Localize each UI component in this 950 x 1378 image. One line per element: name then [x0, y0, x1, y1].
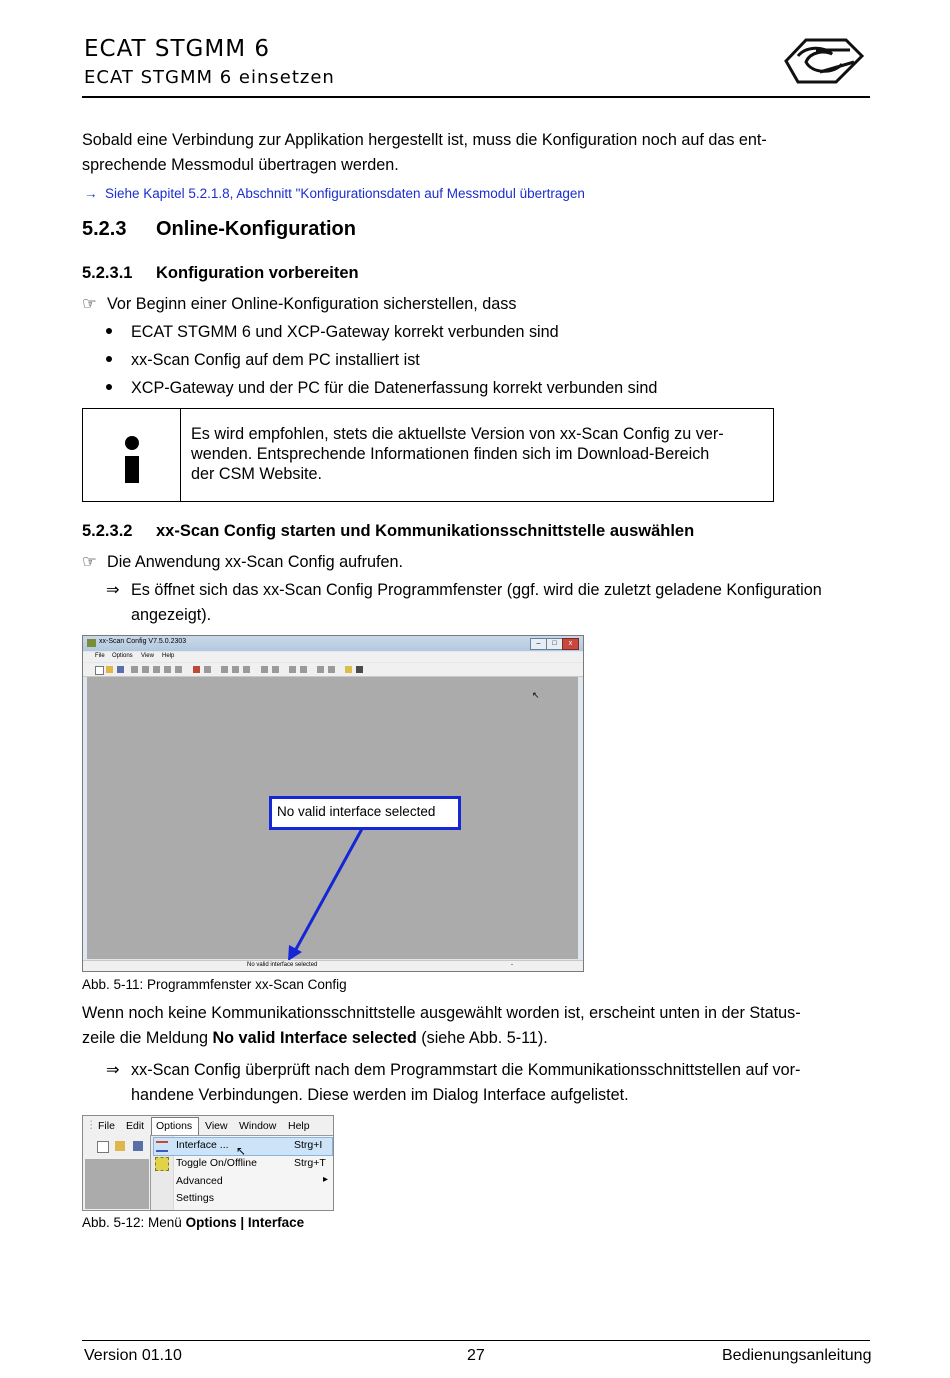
section-heading-5-2-3 [82, 218, 356, 241]
result-arrow-icon: ⇒ [106, 581, 120, 599]
mouse-cursor-icon: ↖ [532, 690, 540, 700]
intro-line-2: sprechende Messmodul übertragen werden. [82, 156, 399, 174]
result-line-1: Es öffnet sich das xx-Scan Config Programmfenster (ggf. wird die zuletzt geladene Konfiguration [131, 581, 822, 599]
mouse-cursor-icon: ↖ [236, 1144, 247, 1158]
csm-logo [776, 34, 868, 88]
info-icon [125, 436, 139, 450]
menu-options[interactable]: Options [112, 653, 133, 659]
list-item [106, 348, 420, 373]
info-text-line: wenden. Entsprechende Informationen finden sich im Download-Bereich [191, 445, 710, 463]
status-text: No valid interface selected [247, 962, 318, 968]
footer-doc-type: Bedienungsanleitung [722, 1347, 872, 1364]
instruction-text: Vor Beginn einer Online-Konfiguration sicherstellen, dass [107, 295, 517, 313]
menu-window[interactable]: Window [239, 1120, 277, 1132]
footer-version: Version 01.10 [84, 1347, 182, 1364]
status-separator: - [511, 962, 513, 968]
menu-file[interactable]: File [95, 653, 105, 659]
list-item-text: ECAT STGMM 6 und XCP-Gateway korrekt verbunden sind [131, 323, 559, 341]
menu-options-open[interactable] [151, 1117, 199, 1136]
info-box-divider [180, 409, 181, 501]
info-text [191, 424, 763, 484]
header-rule [82, 96, 870, 98]
document-title: ECAT STGMM 6 [84, 36, 271, 62]
status-message-ref: No valid Interface selected [212, 1029, 417, 1047]
menu-view[interactable]: View [205, 1120, 228, 1132]
instruction-line [82, 550, 404, 575]
chapter-link[interactable] [84, 186, 585, 201]
toggle-online-icon [155, 1157, 169, 1171]
link-arrow: → [84, 186, 98, 201]
figure-caption-5-11: Abb. 5-11: Programmfenster xx-Scan Config [82, 977, 347, 992]
menu-help[interactable]: Help [288, 1120, 310, 1132]
result-line-1: xx-Scan Config überprüft nach dem Programmstart die Kommunikationsschnittstellen auf vor- [131, 1061, 801, 1079]
section-title: Online-Konfiguration [156, 218, 356, 240]
new-icon[interactable] [97, 1141, 109, 1153]
page-number: 27 [467, 1347, 485, 1364]
minimize-icon[interactable]: – [530, 638, 547, 650]
footer-rule [82, 1340, 870, 1341]
instruction-text: Die Anwendung xx-Scan Config aufrufen. [107, 553, 404, 571]
intro-line-1: Sobald eine Verbindung zur Applikation hergestellt ist, muss die Konfiguration noch auf das ent- [82, 131, 767, 149]
section-heading-5-2-3-2 [82, 522, 694, 541]
menu-file[interactable]: File [98, 1120, 115, 1132]
para-line-1: Wenn noch keine Kommunikationsschnittstelle ausgewählt worden ist, erscheint unten in der Status- [82, 1004, 801, 1022]
open-icon[interactable] [115, 1141, 125, 1151]
list-item-text: xx-Scan Config auf dem PC installiert ist [131, 351, 420, 369]
info-text-line: Es wird empfohlen, stets die aktuellste Version von xx-Scan Config zu ver- [191, 425, 724, 443]
menu-grip-icon: ⋮ [86, 1119, 97, 1131]
menu-view[interactable]: View [141, 653, 154, 659]
options-dropdown [150, 1135, 334, 1211]
shortcut-label: Strg+T [294, 1157, 326, 1169]
info-icon-bar [125, 456, 139, 483]
bullet-icon [106, 356, 112, 362]
hand-pointer-icon: ☞ [82, 553, 97, 571]
info-text-line: der CSM Website. [191, 465, 323, 483]
list-item [106, 376, 658, 401]
result-line-2: angezeigt). [131, 606, 212, 624]
section-number: 5.2.3 [82, 218, 127, 240]
result-line-2: handene Verbindungen. Diese werden im Dialog Interface aufgelistet. [131, 1086, 629, 1104]
window-title: xx-Scan Config V7.5.0.2303 [99, 638, 187, 645]
list-item-text: XCP-Gateway und der PC für die Datenerfassung korrekt verbunden sind [131, 379, 658, 397]
section-heading-5-2-3-1 [82, 264, 359, 283]
para-line-2 [82, 1026, 548, 1051]
info-box [82, 408, 774, 502]
menu-help[interactable]: Help [162, 653, 175, 659]
options-menu-screenshot [82, 1115, 334, 1211]
list-item [106, 320, 559, 345]
shortcut-label: Strg+I [294, 1139, 323, 1151]
instruction-line [82, 292, 517, 317]
close-icon[interactable]: x [562, 638, 579, 650]
maximize-icon[interactable]: □ [546, 638, 563, 650]
bullet-icon [106, 328, 112, 334]
menu-item-toggle-online[interactable]: Toggle On/Offline [176, 1157, 257, 1169]
chapter-link-text[interactable]: Siehe Kapitel 5.2.1.8, Abschnitt "Konfigurationsdaten auf Messmodul übertragen [105, 186, 585, 201]
submenu-arrow-icon: ▸ [323, 1174, 329, 1185]
para-text: zeile die Meldung [82, 1029, 213, 1047]
xx-scan-config-window-screenshot [82, 635, 584, 972]
hand-pointer-icon: ☞ [82, 295, 97, 313]
callout-box [269, 796, 461, 830]
caption-text: Abb. 5-12: Menü [82, 1215, 186, 1230]
section-number: 5.2.3.2 [82, 522, 133, 540]
callout-text: No valid interface selected [277, 804, 436, 819]
para-text: (siehe Abb. 5-11). [416, 1029, 548, 1047]
menu-edit[interactable]: Edit [126, 1120, 145, 1132]
menu-item-interface[interactable]: Interface ... [176, 1139, 229, 1151]
section-title: Konfiguration vorbereiten [156, 264, 359, 282]
save-icon[interactable] [133, 1141, 143, 1151]
section-title: xx-Scan Config starten und Kommunikationsschnittstelle auswählen [156, 522, 695, 540]
interface-icon [156, 1141, 168, 1152]
result-arrow-icon: ⇒ [106, 1061, 120, 1079]
workspace-area [85, 1159, 149, 1209]
menu-item-settings[interactable]: Settings [176, 1192, 214, 1204]
section-number: 5.2.3.1 [82, 264, 133, 282]
menu-options[interactable]: Options [156, 1120, 193, 1132]
status-bar [83, 960, 583, 971]
menu-item-advanced[interactable]: Advanced [176, 1175, 223, 1187]
document-subtitle: ECAT STGMM 6 einsetzen [84, 67, 335, 88]
caption-menu-path: Options | Interface [185, 1215, 305, 1230]
bullet-icon [106, 384, 112, 390]
figure-caption-5-12 [82, 1215, 304, 1230]
